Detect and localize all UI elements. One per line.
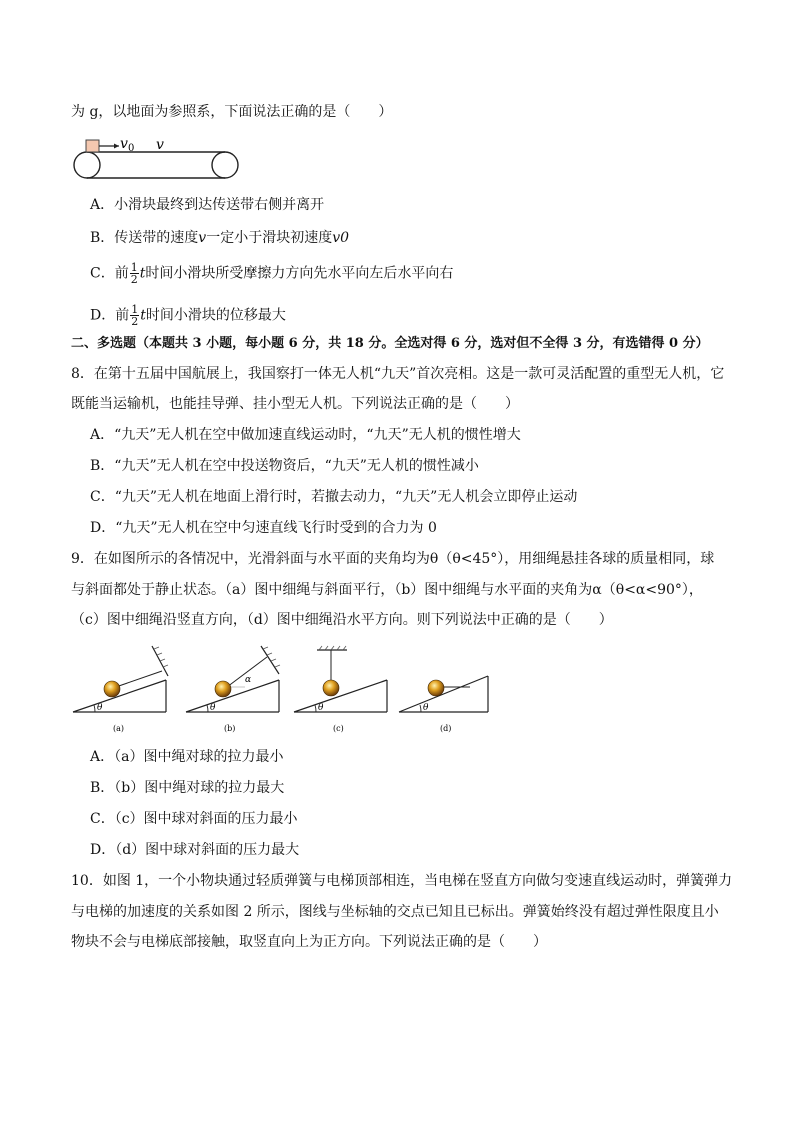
label-v: v <box>156 137 164 153</box>
svg-text:θ: θ <box>210 703 216 713</box>
figure-label-d: (d) <box>440 724 452 733</box>
q10-stem-line1: 10．如图 1，一个小物块通过轻质弹簧与电梯顶部相连，当电梯在竖直方向做匀变速直线运动时，弹簧弹力 <box>71 873 733 889</box>
ball <box>215 681 231 697</box>
incline-figure-c <box>291 644 391 736</box>
q9-stem-line1: 9．在如图所示的各情况中，光滑斜面与水平面的夹角均为θ（θ<45°），用细绳悬挂各球的质量相同，球 <box>71 551 715 567</box>
q7-option-c: C．前 $\frac{1}{2}$ t时间小滑块所受摩擦力方向先水平向左后水平向右 <box>90 261 454 286</box>
label-v0: v <box>120 136 128 152</box>
ball <box>104 681 120 697</box>
q7-stem-tail: 为 g，以地面为参照系，下面说法正确的是（ ） <box>71 104 393 120</box>
svg-text:0: 0 <box>128 143 135 154</box>
slider-block <box>86 140 99 152</box>
figure-label-b: (b) <box>224 724 236 733</box>
q9-option-a: A．（a）图中绳对球的拉力最小 <box>90 749 284 765</box>
figure-label-c: (c) <box>333 724 344 733</box>
ball <box>428 680 444 696</box>
q9-option-c: C．（c）图中球对斜面的压力最小 <box>90 811 298 827</box>
q7-option-a: A．小滑块最终到达传送带右侧并离开 <box>90 197 325 213</box>
q7-option-d: D．前 $\frac{1}{2}$ t时间小滑块的位移最大 <box>90 303 286 328</box>
svg-text:α: α <box>245 675 252 685</box>
q8-option-a: A．“九天”无人机在空中做加速直线运动时，“九天”无人机的惯性增大 <box>90 427 521 443</box>
incline-figure-b <box>183 644 283 736</box>
incline-figure-d <box>396 644 496 736</box>
figure-label-a: (a) <box>113 724 125 733</box>
q8-option-d: D．“九天”无人机在空中匀速直线飞行时受到的合力为 0 <box>90 520 437 536</box>
q8-stem-line2: 既能当运输机，也能挂导弹、挂小型无人机。下列说法正确的是（ ） <box>71 396 519 412</box>
q10-stem-line2: 与电梯的加速度的关系如图 2 所示，图线与坐标轴的交点已知且已标出。弹簧始终没有超过弹性限度且小 <box>71 904 719 920</box>
q9-stem-line3: （c）图中细绳沿竖直方向，（d）图中细绳沿水平方向。则下列说法中正确的是（ ） <box>71 612 613 628</box>
q9-option-d: D．（d）图中球对斜面的压力最大 <box>90 842 300 858</box>
svg-text:θ: θ <box>318 703 324 713</box>
q9-option-b: B．（b）图中绳对球的拉力最大 <box>90 780 285 796</box>
ball <box>323 680 339 696</box>
q9-stem-line2: 与斜面都处于静止状态。（a）图中细绳与斜面平行，（b）图中细绳与水平面的夹角为α（θ<α<90°）， <box>71 582 703 598</box>
svg-text:θ: θ <box>423 703 429 713</box>
q8-stem-line1: 8．在第十五届中国航展上，我国察打一体无人机“九天”首次亮相。这是一款可灵活配置的重型无人机，它 <box>71 366 725 382</box>
q10-stem-line3: 物块不会与电梯底部接触，取竖直向上为正方向。下列说法正确的是（ ） <box>71 934 547 950</box>
svg-text:θ: θ <box>97 703 103 713</box>
q8-option-b: B．“九天”无人机在空中投送物资后，“九天”无人机的惯性减小 <box>90 458 479 474</box>
conveyor-belt-figure <box>70 136 245 181</box>
section-heading-multi-choice: 二、多选题（本题共 3 小题，每小题 6 分，共 18 分。全选对得 6 分，选对但不全得 3 分，有选错得 0 分） <box>71 336 709 351</box>
q7-option-b: B．传送带的速度v一定小于滑块初速度v0 <box>90 230 350 246</box>
q8-option-c: C．“九天”无人机在地面上滑行时，若撤去动力，“九天”无人机会立即停止运动 <box>90 489 578 505</box>
incline-figure-a <box>70 644 170 736</box>
